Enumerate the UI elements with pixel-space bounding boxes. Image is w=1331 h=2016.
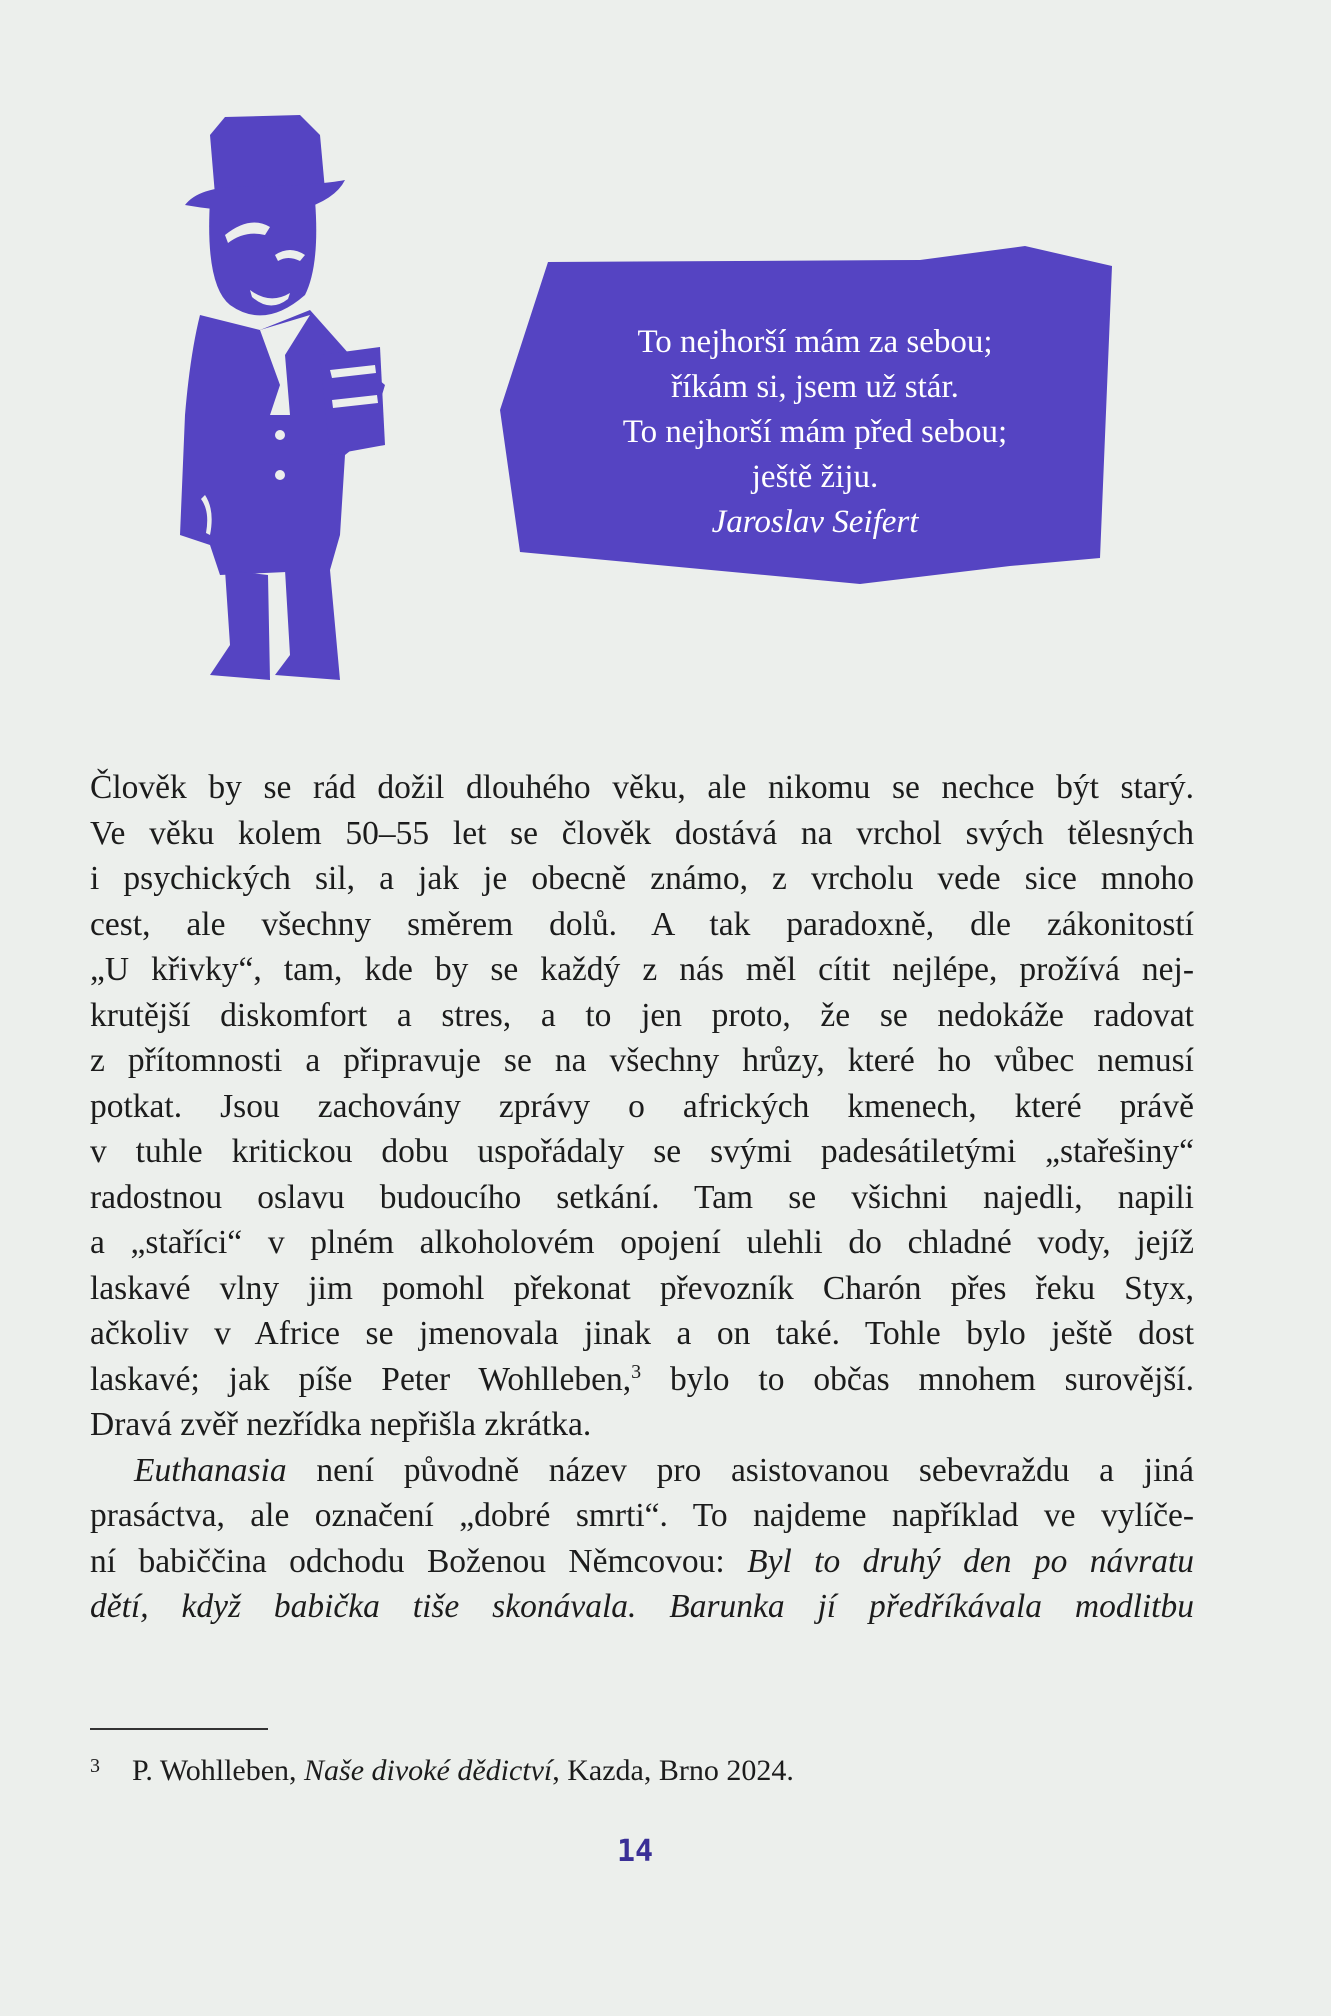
footnote-title: Naše divoké dědictví (304, 1754, 553, 1787)
text-segment: není původně název pro asistovanou sebevraždu a jiná (286, 1451, 1194, 1489)
quote-author: Jaroslav Seifert (711, 504, 919, 540)
text-line: Ve věku kolem 50–55 let se člověk dostává na vrchol svých tělesných (90, 814, 1194, 852)
text-line (90, 1584, 1194, 1630)
text-line: Dravá zvěř nezřídka nepřišla zkrátka. (90, 1406, 592, 1443)
quote-line: To nejhorší mám za sebou; (637, 324, 993, 360)
quote-line: ještě žiju. (751, 459, 879, 495)
footnote-reference[interactable]: 3 (631, 1360, 642, 1383)
italic-quote: dětí, když babička tiše skonávala. Barunka jí předříkávala modlitbu (90, 1588, 1194, 1625)
text-line: prasáctva, ale označení „dobré smrti“. To najdeme například ve vylíče- (90, 1497, 1194, 1534)
footnote-number: 3 (90, 1755, 100, 1777)
text-line: ačkoliv v Africe se jmenovala jinak a on také. Tohle bylo ještě dost (90, 1315, 1194, 1352)
text-line: Člověk by se rád dožil dlouhého věku, ale nikomu se nechce být starý. (90, 769, 1194, 806)
text-line: v tuhle kritickou dobu uspořádaly se svými padesátiletými „stařešiny“ (90, 1133, 1194, 1170)
text-line: krutější diskomfort a stres, a to jen proto, že se nedokáže radovat (90, 996, 1194, 1034)
quote-text (555, 320, 1075, 545)
text-line: laskavé vlny jim pomohl překonat převozník Charón přes řeku Styx, (90, 1269, 1194, 1307)
text-line: a „staříci“ v plném alkoholovém opojení ulehli do chladné vody, jejíž (90, 1224, 1194, 1261)
text-segment: laskavé; jak píše Peter Wohlleben, (90, 1360, 632, 1398)
text-line (90, 1357, 1194, 1403)
text-line: „U křivky“, tam, kde by se každý z nás měl cítit nejlépe, prožívá nej- (90, 951, 1194, 988)
quote-box (500, 240, 1120, 585)
text-line: i psychických sil, a jak je obecně známo, z vrcholu vede sice mnoho (90, 860, 1194, 897)
quote-line: To nejhorší mám před sebou; (622, 414, 1008, 450)
text-line (90, 1448, 1194, 1494)
text-line: radostnou oslavu budoucího setkání. Tam se všichni najedli, napili (90, 1178, 1194, 1216)
body-text (90, 765, 1194, 1630)
footnote-text: , Kazda, Brno 2024. (552, 1754, 794, 1787)
italic-term: Euthanasia (134, 1451, 287, 1489)
footnote (90, 1746, 794, 1791)
page-number: 14 (616, 1834, 654, 1869)
man-with-hat-and-book-icon (180, 115, 460, 685)
text-line: cest, ale všechny směrem dolů. A tak paradoxně, dle zákonitostí (90, 905, 1194, 943)
footnote-text: P. Wohlleben, (132, 1754, 305, 1787)
text-segment: bylo to občas mnohem surovější. (641, 1360, 1194, 1398)
italic-quote: Byl to druhý den po návratu (747, 1542, 1194, 1580)
footnote-divider (90, 1728, 268, 1730)
text-line (90, 1539, 1194, 1585)
text-segment: ní babiččina odchodu Boženou Němcovou: (90, 1542, 748, 1580)
text-line: z přítomnosti a připravuje se na všechny hrůzy, které ho vůbec nemusí (90, 1042, 1194, 1079)
quote-line: říkám si, jsem už stár. (671, 369, 959, 405)
text-line: potkat. Jsou zachovány zprávy o afrických kmenech, které právě (90, 1087, 1194, 1125)
